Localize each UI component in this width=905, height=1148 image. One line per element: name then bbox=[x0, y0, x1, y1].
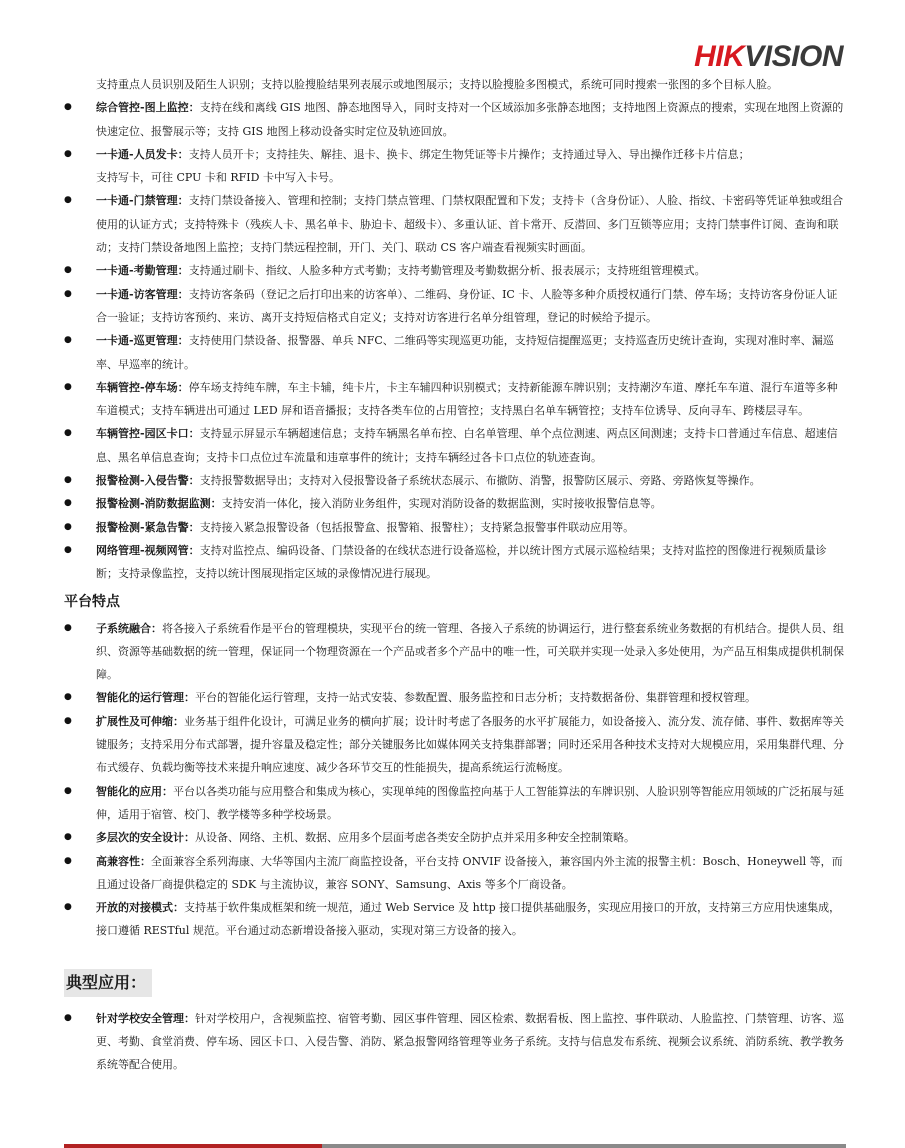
list-item: ● 一卡通-考勤管理：支持通过刷卡、指纹、人脸多种方式考勤；支持考勤管理及考勤数据分析、报表展示；支持班组管理模式。 bbox=[64, 259, 846, 282]
document-body bbox=[64, 73, 846, 1077]
list-item: ● 报警检测-入侵告警：支持报警数据导出；支持对入侵报警设备子系统状态展示、布撤防、消警，报警防区展示、旁路、旁路恢复等操作。 bbox=[64, 469, 846, 492]
list-item: ● 开放的对接模式：支持基于软件集成框架和统一规范，通过 Web Service 及 http 接口提供基础服务，实现应用接口的开放，支持第三方应用快速集成，接口遵循 RESTful 规范。平台通过动态新增设备接入驱动，实现对第三方设备的接入。 bbox=[64, 896, 846, 943]
list-item: ● 一卡通-访客管理：支持访客条码（登记之后打印出来的访客单）、二维码、身份证、IC 卡、人脸等多种介质授权通行门禁、停车场；支持访客身份证人证合一验证；支持访客预约、来访、离开支持短信格式自定义；支持对访客进行名单分组管理，登记的时候给予提示。 bbox=[64, 283, 846, 330]
footer-divider bbox=[64, 1144, 846, 1148]
list-item: ● 报警检测-紧急告警：支持接入紧急报警设备（包括报警盒、报警箱、报警柱）；支持紧急报警事件联动应用等。 bbox=[64, 516, 846, 539]
list-item: ● 网络管理-视频网管：支持对监控点、编码设备、门禁设备的在线状态进行设备巡检，并以统计图方式展示巡检结果；支持对监控的图像进行视频质量诊断；支持录像监控，支持以统计图展现指定区域的录像情况进行展现。 bbox=[64, 539, 846, 586]
hikvision-logo: HIKVISION bbox=[694, 40, 843, 73]
list-item: ● 车辆管控-园区卡口：支持显示屏显示车辆超速信息；支持车辆黑名单布控、白名单管理、单个点位测速、两点区间测速；支持卡口普通过车信息、超速信息、黑名单信息查询；支持卡口点位过车流量和违章事件的统计；支持车辆经过各卡口点位的轨迹查询。 bbox=[64, 422, 846, 469]
list-item: ● 针对学校安全管理：针对学校用户，含视频监控、宿管考勤、园区事件管理、园区检索、数据看板、图上监控、事件联动、人脸监控、门禁管理、访客、巡更、考勤、食堂消费、停车场、园区卡口、入侵告警、消防、紧急报警网络管理等业务子系统。支持与信息发布系统、视频会议系统、消防系统、教学教务系统等配合使用。 bbox=[64, 1007, 846, 1077]
list-item: ● 扩展性及可伸缩：业务基于组件化设计，可满足业务的横向扩展；设计时考虑了各服务的水平扩展能力，如设备接入、流分发、流存储、事件、数据库等关键服务；支持采用分布式部署，提升容量及稳定性；部分关键服务比如媒体网关支持集群部署；同时还采用各种技术支持对大规模应用，采用集群代理、分布式缓存、负载均衡等技术来提升响应速度、减少各环节交互的性能损失，提高系统运行流畅度。 bbox=[64, 710, 846, 780]
list-item: ● 报警检测-消防数据监测：支持安消一体化，接入消防业务组件，实现对消防设备的数据监测，实时接收报警信息等。 bbox=[64, 492, 846, 515]
list-item: ● 子系统融合：将各接入子系统看作是平台的管理模块，实现平台的统一管理、各接入子系统的协调运行，进行整套系统业务数据的有机结合。提供人员、组织、资源等基础数据的统一管理，保证同一个物理资源在一个产品或者多个产品中的唯一性，可关联并实现一处录入多处使用，为产品互相集成提供机制保障。 bbox=[64, 617, 846, 687]
list-item: ● 一卡通-门禁管理：支持门禁设备接入、管理和控制；支持门禁点管理、门禁权限配置和下发；支持卡（含身份证）、人脸、指纹、卡密码等凭证单独或组合使用的认证方式；支持特殊卡（残疾人卡、黑名单卡、胁迫卡、超级卡）、多重认证、首卡常开、反潜回、多门互锁等应用；支持门禁事件订阅、查询和联动；支持门禁设备地图上监控；支持门禁远程控制，开门、关门、联动 CS 客户端查看视频实时画面。 bbox=[64, 189, 846, 259]
applications-list bbox=[64, 1007, 846, 1077]
list-item: ● 一卡通-人员发卡：支持人员开卡；支持挂失、解挂、退卡、换卡、绑定生物凭证等卡片操作；支持通过导入、导出操作迁移卡片信息； 支持写卡，可往 CPU 卡和 RFID 卡中写入卡号。 bbox=[64, 143, 846, 190]
list-item: ● 智能化的应用：平台以各类功能与应用整合和集成为核心，实现单纯的图像监控向基于人工智能算法的车牌识别、人脸识别等智能应用领域的广泛拓展与延伸，适用于宿管、校门、教学楼等多种学校场景。 bbox=[64, 780, 846, 827]
section-heading-applications: 典型应用： bbox=[64, 969, 152, 997]
list-item: ● 智能化的运行管理：平台的智能化运行管理，支持一站式安装、参数配置、服务监控和日志分析；支持数据备份、集群管理和授权管理。 bbox=[64, 686, 846, 709]
list-item: ● 综合管控-图上监控：支持在线和离线 GIS 地图、静态地图导入，同时支持对一个区域添加多张静态地图；支持地图上资源点的搜索，实现在地图上资源的快速定位、报警展示等；支持 GIS 地图上移动设备实时定位及轨迹回放。 bbox=[64, 96, 846, 143]
footer-bar-red bbox=[64, 1144, 322, 1148]
section-heading-features: 平台特点 bbox=[64, 593, 120, 610]
continuation-text: 支持重点人员识别及陌生人识别；支持以脸搜脸结果列表展示或地图展示；支持以脸搜脸多图模式，系统可同时搜索一张图的多个目标人脸。 bbox=[96, 78, 778, 91]
list-item: ● 多层次的安全设计：从设备、网络、主机、数据、应用多个层面考虑各类安全防护点并采用多种安全控制策略。 bbox=[64, 826, 846, 849]
list-item: ● 一卡通-巡更管理：支持使用门禁设备、报警器、单兵 NFC、二维码等实现巡更功能，支持短信提醒巡更；支持巡查历史统计查询，实现对准时率、漏巡率、早巡率的统计。 bbox=[64, 329, 846, 376]
list-item: ● 高兼容性：全面兼容全系列海康、大华等国内主流厂商监控设备，平台支持 ONVIF 设备接入，兼容国内外主流的报警主机：Bosch、Honeywell 等，而且通过设备厂商提供稳定的 SDK 与主流协议，兼容 SONY、Samsung、Axis 等多个厂商设备。 bbox=[64, 850, 846, 897]
footer-bar-gray bbox=[322, 1144, 846, 1148]
features-list bbox=[64, 617, 846, 943]
function-list bbox=[64, 96, 846, 585]
list-item: ● 车辆管控-停车场：停车场支持纯车牌，车主卡辅，纯卡片，卡主车辅四种识别模式；支持新能源车牌识别；支持潮汐车道、摩托车车道、混行车道等多种车道模式；支持车辆进出可通过 LED 屏和语音播报；支持各类车位的占用管控；支持黑白名单车辆管控；支持车位诱导、反向寻车、跨楼层寻车。 bbox=[64, 376, 846, 423]
